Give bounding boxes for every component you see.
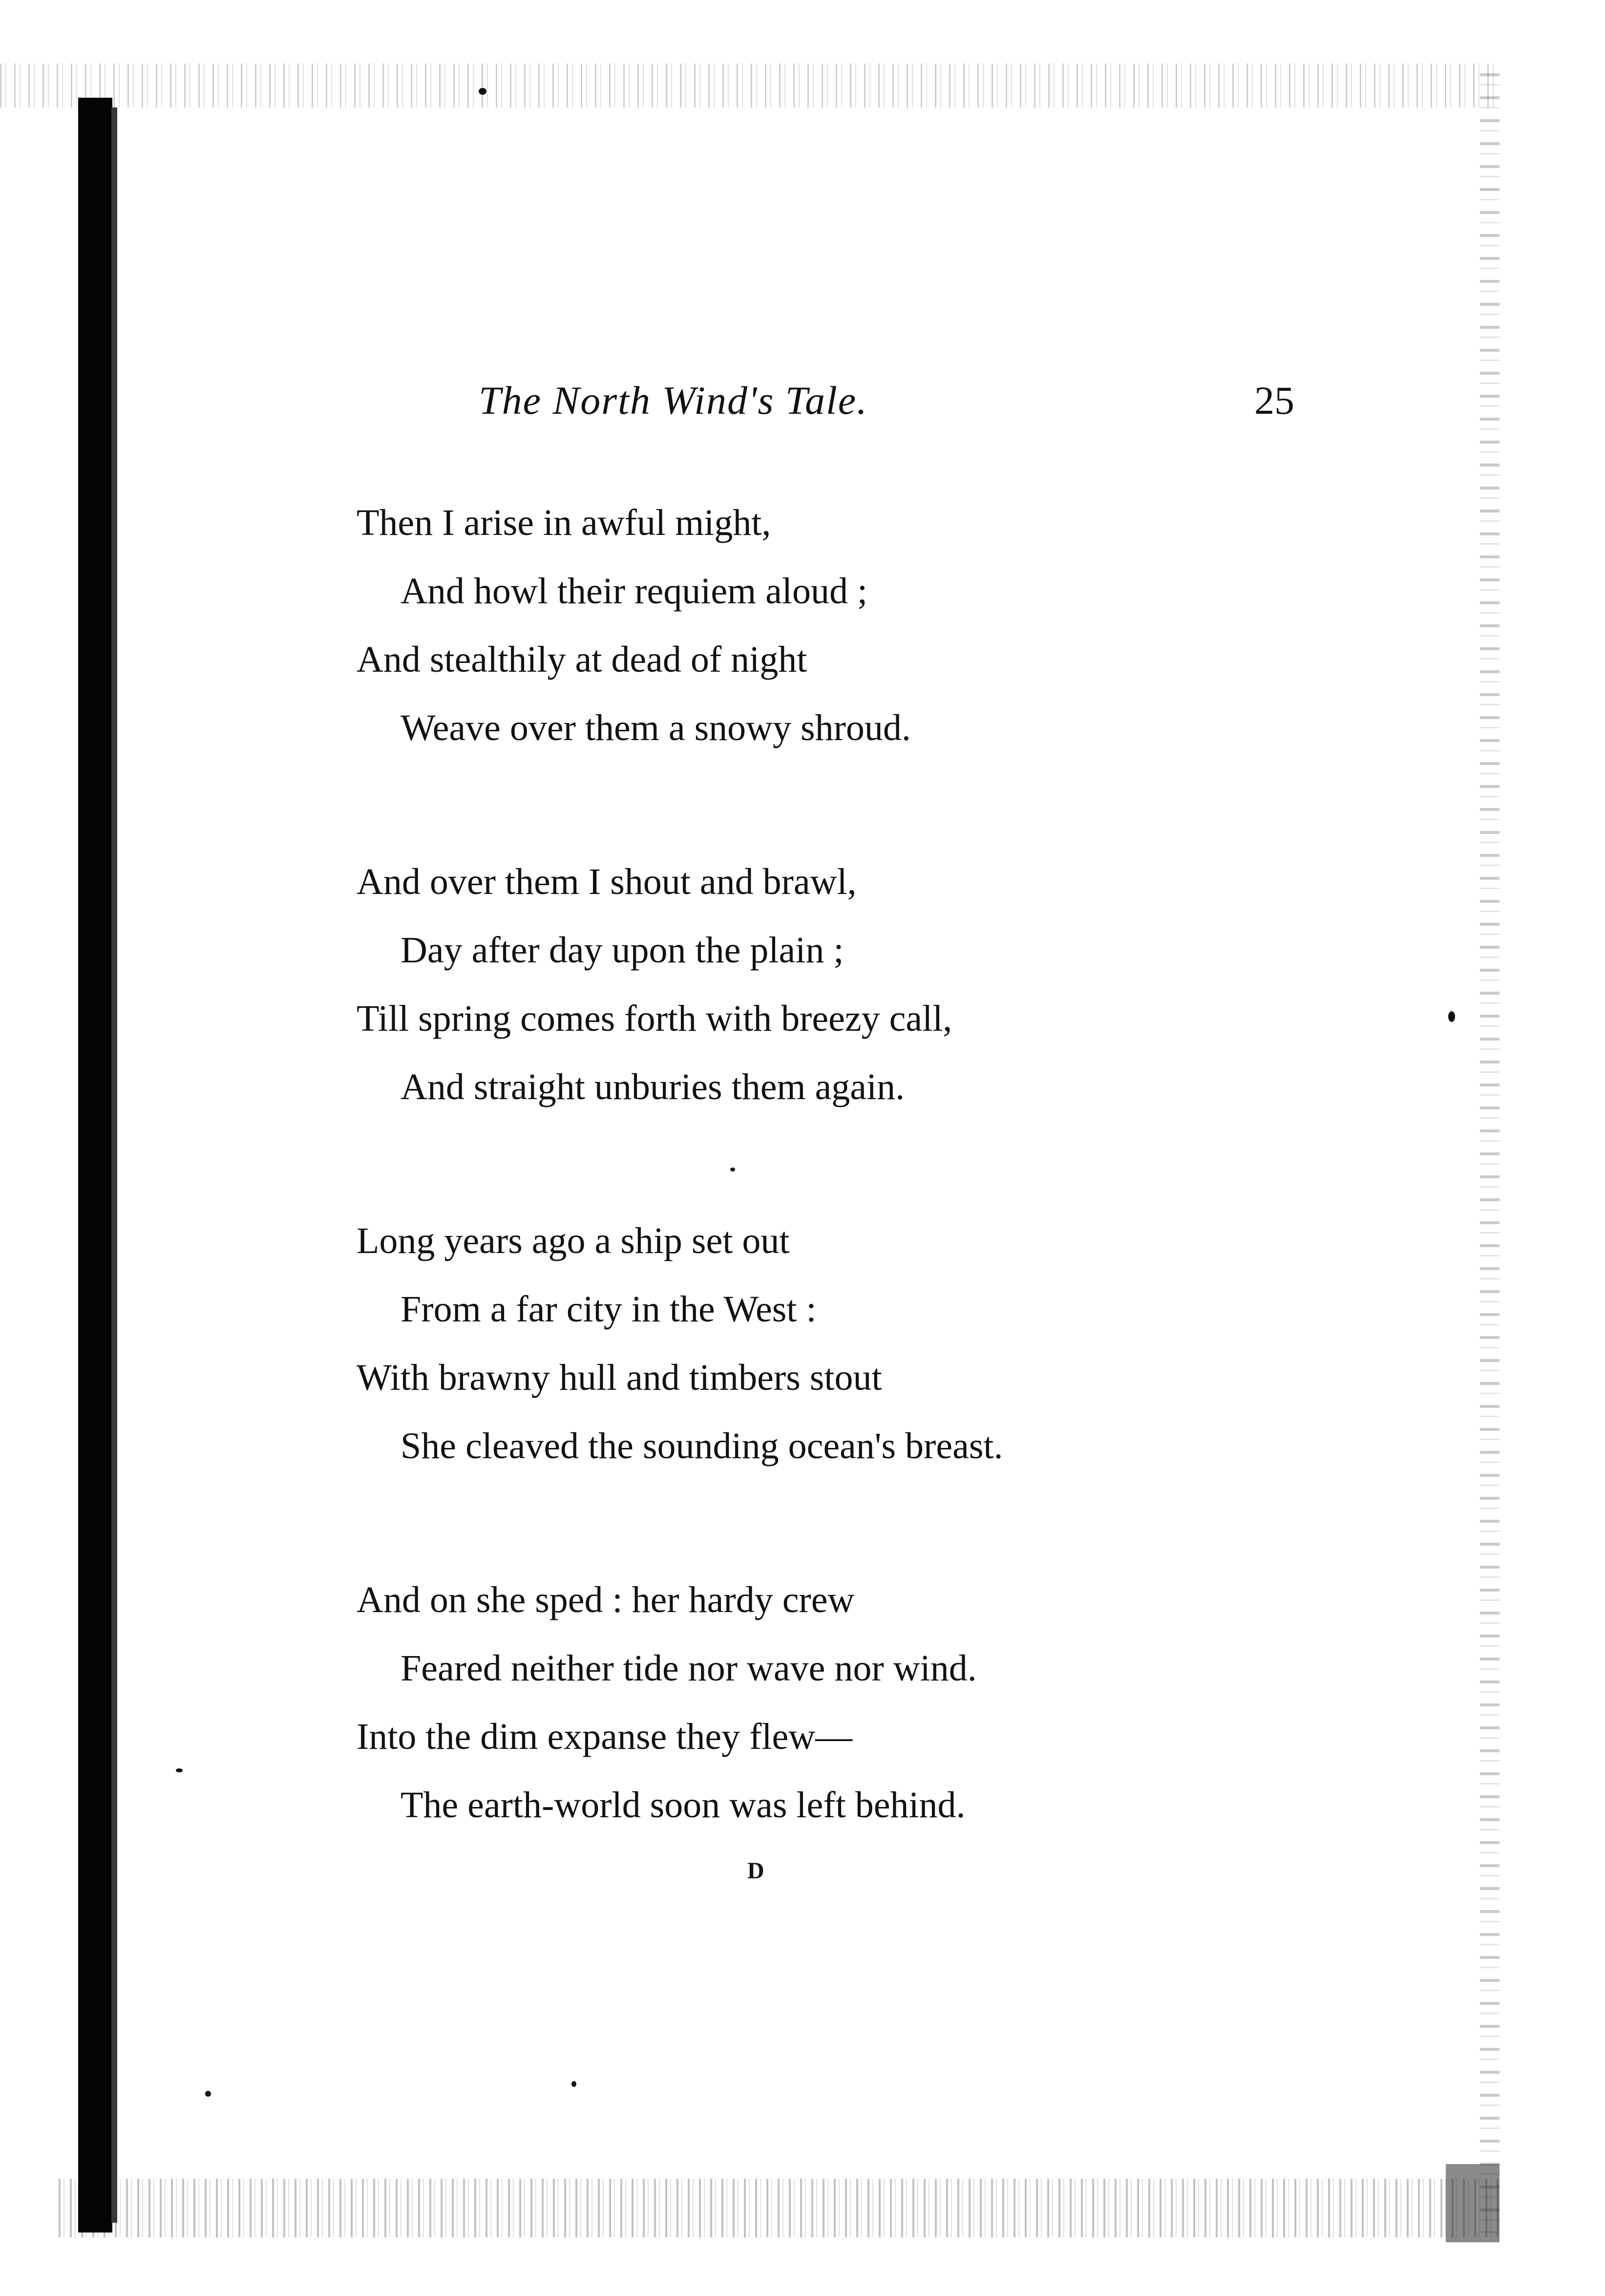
poem-line: And straight unburies them again. [401,1066,905,1107]
binding-shadow [78,98,112,2232]
scan-corner-shadow [1446,2164,1499,2242]
running-title: The North Wind's Tale. [479,378,868,423]
stanza-1 [357,489,1187,762]
poem-line: Into the dim expanse they flew— [357,1716,853,1757]
scan-noise-bottom [59,2179,1499,2237]
poem-line: And stealthily at dead of night [357,639,807,680]
poem-line: Long years ago a ship set out [357,1220,790,1261]
speck [176,1768,183,1772]
stanza-4 [357,1566,1187,1839]
scan-noise-top [0,64,1495,107]
poem-line: Day after day upon the plain ; [401,930,844,971]
poem-line: The earth-world soon was left behind. [401,1785,966,1826]
poem-line: Till spring comes forth with breezy call, [357,998,952,1039]
page-header [479,374,1294,432]
poem-line: Feared neither tide nor wave nor wind. [401,1648,977,1689]
poem-line: With brawny hull and timbers stout [357,1357,882,1398]
speck [479,88,486,95]
poem-line: From a far city in the West : [401,1289,817,1330]
page-number: 25 [1254,378,1294,423]
binding-edge [111,107,117,2223]
speck [1448,1011,1455,1022]
poem [357,489,1187,1925]
speck [571,2081,576,2087]
poem-line: And howl their requiem aloud ; [401,571,868,612]
stanza-3 [357,1207,1187,1480]
poem-line: Then I arise in awful might, [357,502,771,543]
poem-line: And on she sped : her hardy crew [357,1579,855,1620]
speck [205,2091,211,2097]
poem-line: She cleaved the sounding ocean's breast. [401,1425,1003,1467]
scan-noise-right [1480,73,1499,2232]
signature-mark: D [747,1858,765,1884]
poem-line: And over them I shout and brawl, [357,861,857,902]
poem-line: Weave over them a snowy shroud. [401,707,911,748]
stanza-2 [357,848,1187,1121]
